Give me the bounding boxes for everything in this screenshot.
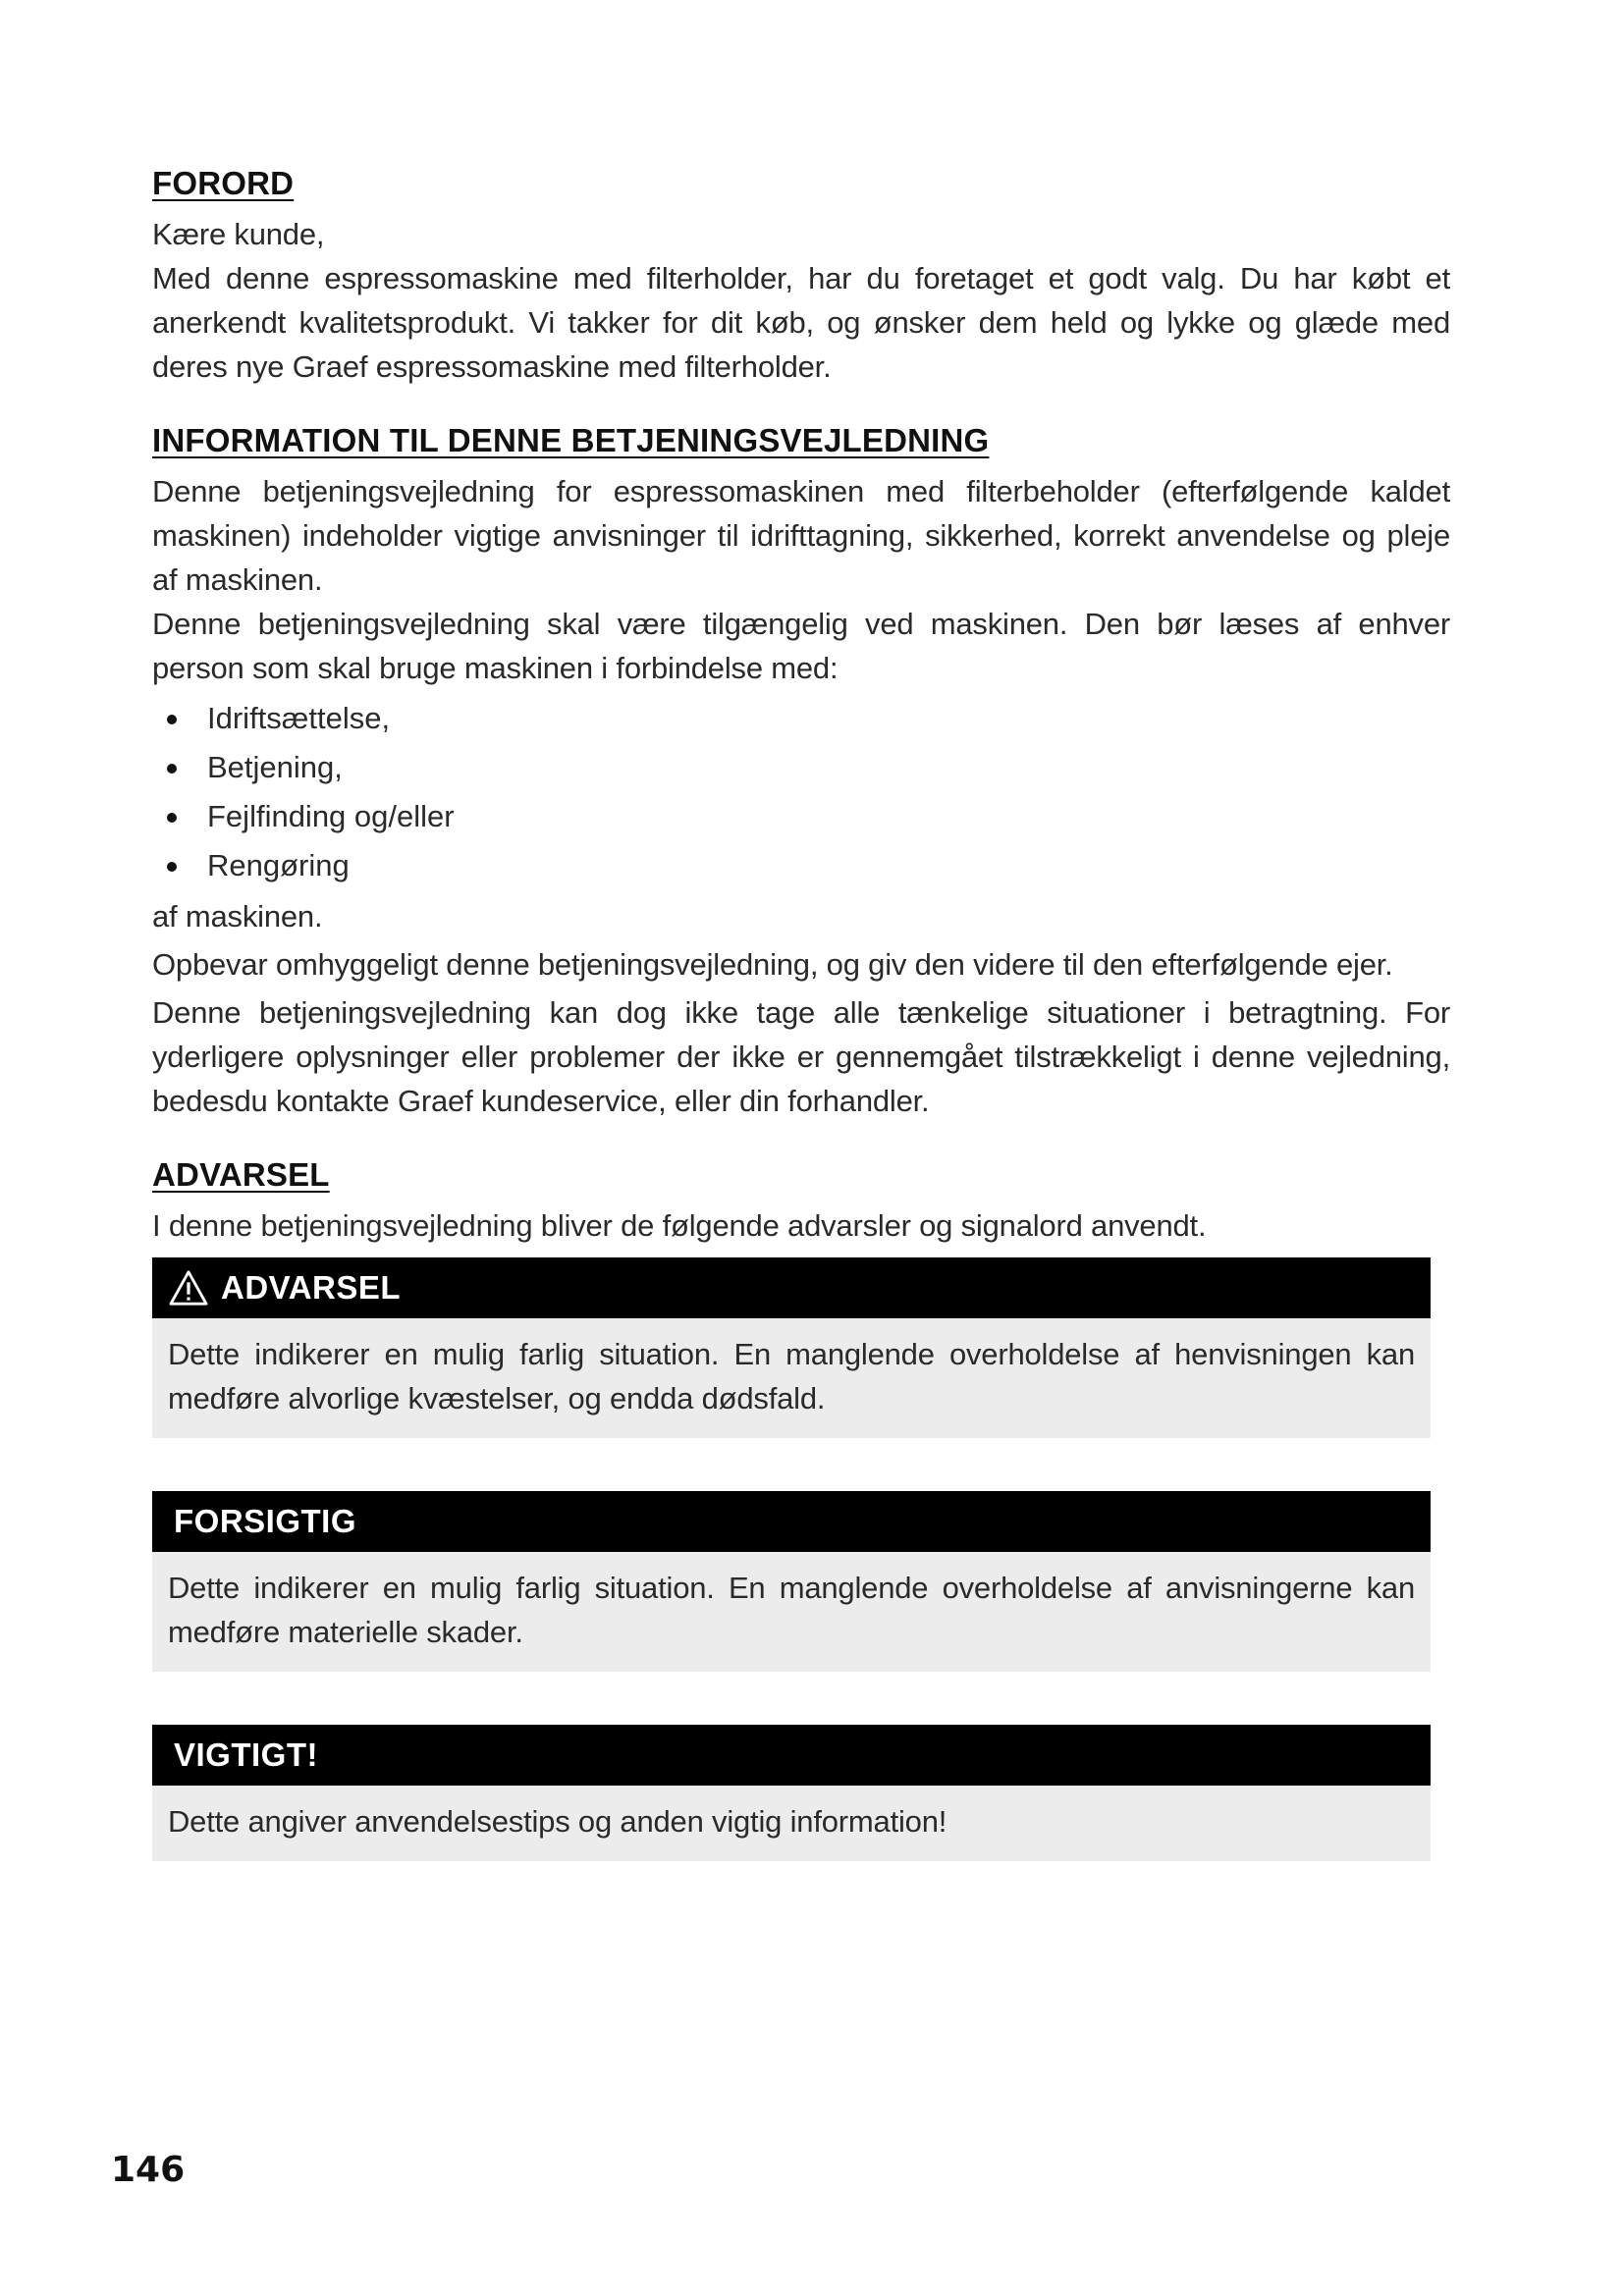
notice-label: VIGTIGT! — [174, 1736, 318, 1773]
notice-vigtigt — [152, 1725, 1431, 1861]
warning-triangle-icon — [168, 1269, 209, 1307]
list-item — [152, 792, 1450, 841]
information-para-1: Denne betjeningsvejledning for espressomaskinen med filterbeholder (efterfølgende kaldet maskinen) indeholder vigtige anvisninger til idrifttagning, sikkerhed, korrekt anvendelse og pleje af maskinen. — [152, 474, 1450, 597]
advarsel-intro: I denne betjeningsvejledning bliver de følgende advarsler og signalord anvendt. — [152, 1208, 1207, 1243]
bullet-icon — [167, 715, 177, 724]
information-heading: INFORMATION TIL DENNE BETJENINGSVEJLEDNING — [152, 422, 990, 458]
notice-header — [152, 1257, 1431, 1318]
forord-greeting: Kære kunde, — [152, 217, 325, 251]
page-number: 146 — [111, 2150, 186, 2190]
list-item — [152, 694, 1450, 743]
bullet-icon — [167, 862, 177, 872]
list-item-text: Betjening, — [207, 750, 343, 784]
bullet-icon — [167, 764, 177, 774]
list-item-text: Fejlfinding og/eller — [207, 799, 455, 833]
notice-text: Dette indikerer en mulig farlig situation. En manglende overholdelse af henvisningen kan medføre alvorlige kvæstelser, og endda dødsfald. — [152, 1318, 1431, 1438]
list-item-text: Idriftsættelse, — [207, 701, 391, 735]
forord-body: Med denne espressomaskine med filterholder, har du foretaget et godt valg. Du har købt et anerkendt kvalitetsprodukt. Vi takker for dit køb, og ønsker dem held og lykke og glæde med deres nye Graef espressomaskine med filterholder. — [152, 261, 1450, 384]
notice-forsigtig — [152, 1491, 1431, 1672]
advarsel-section — [152, 1156, 1450, 1861]
document-page — [152, 165, 1450, 1895]
notice-header — [152, 1725, 1431, 1786]
information-para-4: Denne betjeningsvejledning kan dog ikke tage alle tænkelige situationer i betragtning. For yderligere oplysninger eller problemer der ikke er gennemgået tilstrækkeligt i denne vejledning, bedesdu kontakte Graef kundeservice, eller din forhandler. — [152, 995, 1450, 1118]
notice-advarsel — [152, 1257, 1431, 1438]
list-item — [152, 841, 1450, 890]
list-item-text: Rengøring — [207, 848, 350, 882]
forord-heading: FORORD — [152, 165, 295, 201]
information-para-2: Denne betjeningsvejledning skal være tilgængelig ved maskinen. Den bør læses af enhver person som skal bruge maskinen i forbindelse med: — [152, 607, 1450, 685]
notice-text: Dette indikerer en mulig farlig situation. En manglende overholdelse af anvisningerne kan medføre materielle skader. — [152, 1552, 1431, 1672]
bullet-icon — [167, 813, 177, 823]
information-after-bullets: af maskinen. — [152, 899, 323, 934]
usage-bullet-list — [152, 694, 1450, 890]
notice-header — [152, 1491, 1431, 1552]
list-item — [152, 743, 1450, 792]
information-section — [152, 422, 1450, 1123]
information-para-3: Opbevar omhyggeligt denne betjeningsvejledning, og giv den videre til den efterfølgende ejer. — [152, 947, 1393, 982]
advarsel-heading: ADVARSEL — [152, 1156, 330, 1193]
notice-text: Dette angiver anvendelsestips og anden vigtig information! — [152, 1786, 1431, 1861]
notice-label: ADVARSEL — [221, 1269, 402, 1306]
notice-label: FORSIGTIG — [174, 1503, 356, 1539]
forord-section — [152, 165, 1450, 389]
